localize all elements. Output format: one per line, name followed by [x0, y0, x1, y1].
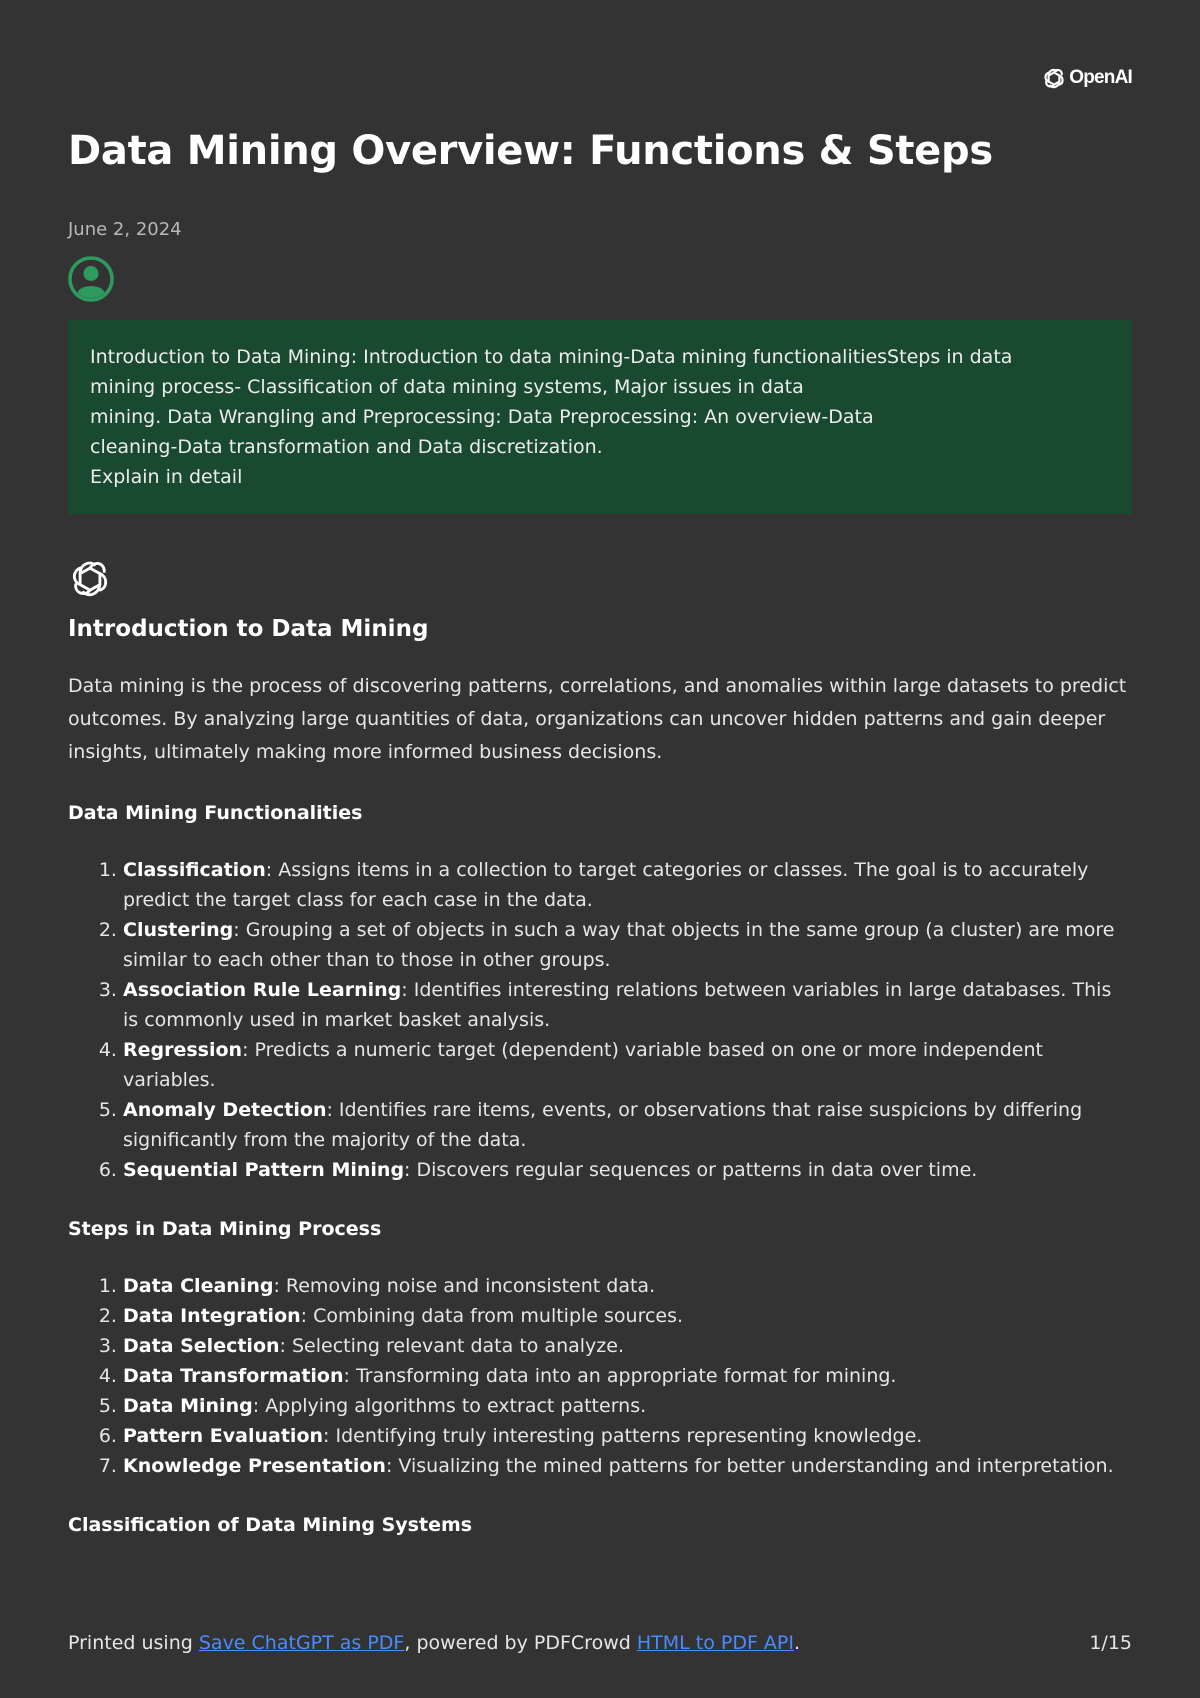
footer-prefix: Printed using [68, 1632, 199, 1654]
user-prompt [68, 320, 1132, 514]
document-page [68, 0, 1132, 1698]
user-avatar-icon [68, 256, 114, 302]
item-term: Anomaly Detection [123, 1099, 327, 1121]
item-term: Knowledge Presentation [123, 1455, 386, 1477]
item-term: Clustering [123, 919, 234, 941]
item-text: : Selecting relevant data to analyze. [279, 1335, 624, 1357]
prompt-line: mining. Data Wrangling and Preprocessing: Data Preprocessing: An overview-Data [90, 406, 874, 428]
item-term: Association Rule Learning [123, 979, 402, 1001]
item-text: : Applying algorithms to extract patterns. [252, 1395, 647, 1417]
list-item [123, 1451, 1132, 1481]
page-title: Data Mining Overview: Functions & Steps [68, 128, 993, 174]
steps-heading: Steps in Data Mining Process [68, 1218, 382, 1240]
item-text: : Identifies rare items, events, or observations that raise suspicions by differing significantly from the majority of the data. [123, 1099, 1083, 1151]
list-item [123, 1035, 1132, 1095]
footer-middle: , powered by PDFCrowd [404, 1632, 637, 1654]
openai-icon [1042, 66, 1066, 90]
item-text: : Identifying truly interesting patterns representing knowledge. [323, 1425, 923, 1447]
item-text: : Removing noise and inconsistent data. [273, 1275, 656, 1297]
list-item [123, 1421, 1132, 1451]
section-heading: Introduction to Data Mining [68, 616, 429, 642]
item-text: : Discovers regular sequences or patterns in data over time. [404, 1159, 978, 1181]
item-term: Regression [123, 1039, 243, 1061]
prompt-line: mining process- Classification of data mining systems, Major issues in data [90, 376, 804, 398]
list-item [123, 1301, 1132, 1331]
prompt-line: cleaning-Data transformation and Data discretization. [90, 436, 603, 458]
footer-credit [68, 1632, 800, 1654]
item-text: : Combining data from multiple sources. [300, 1305, 684, 1327]
item-term: Data Selection [123, 1335, 280, 1357]
save-chatgpt-pdf-link[interactable]: Save ChatGPT as PDF [198, 1632, 405, 1654]
page-number: 1/15 [1089, 1632, 1132, 1654]
functionalities-list [68, 855, 1132, 1185]
item-term: Data Transformation [123, 1365, 344, 1387]
html-to-pdf-api-link[interactable]: HTML to PDF API [636, 1632, 794, 1654]
list-item [123, 1361, 1132, 1391]
list-item [123, 1271, 1132, 1301]
list-item [123, 855, 1132, 915]
item-text: : Transforming data into an appropriate format for mining. [343, 1365, 897, 1387]
intro-paragraph: Data mining is the process of discovering patterns, correlations, and anomalies within large datasets to predict outcomes. By analyzing large quantities of data, organizations can uncover hidden patterns and gain deeper insights, ultimately making more informed business decisions. [68, 675, 1127, 763]
item-text: : Grouping a set of objects in such a way that objects in the same group (a cluster) are more similar to each other than to those in other groups. [123, 919, 1115, 971]
item-term: Data Cleaning [123, 1275, 274, 1297]
item-text: : Visualizing the mined patterns for better understanding and interpretation. [385, 1455, 1114, 1477]
brand-name: OpenAI [1069, 67, 1132, 88]
item-text: : Assigns items in a collection to target categories or classes. The goal is to accurately predict the target class for each case in the data. [123, 859, 1089, 911]
item-term: Data Integration [123, 1305, 301, 1327]
assistant-response [68, 612, 1132, 1539]
list-item [123, 1155, 1132, 1185]
chatgpt-icon [68, 556, 112, 600]
steps-list [68, 1271, 1132, 1481]
list-item [123, 1331, 1132, 1361]
item-term: Classification [123, 859, 266, 881]
classification-heading: Classification of Data Mining Systems [68, 1514, 473, 1536]
item-term: Pattern Evaluation [123, 1425, 324, 1447]
item-text: : Identifies interesting relations between variables in large databases. This is commonly used in market basket analysis. [123, 979, 1112, 1031]
item-text: : Predicts a numeric target (dependent) variable based on one or more independent variables. [123, 1039, 1043, 1091]
print-footer [68, 1632, 1132, 1654]
prompt-line: Introduction to Data Mining: Introduction to data mining-Data mining functionalitiesSteps in data [90, 346, 1013, 368]
conversation-date: June 2, 2024 [68, 219, 182, 240]
functionalities-heading: Data Mining Functionalities [68, 802, 363, 824]
list-item [123, 1391, 1132, 1421]
item-term: Data Mining [123, 1395, 253, 1417]
list-item [123, 1095, 1132, 1155]
item-term: Sequential Pattern Mining [123, 1159, 405, 1181]
brand-logo [1042, 66, 1132, 90]
list-item [123, 915, 1132, 975]
list-item [123, 975, 1132, 1035]
footer-suffix: . [793, 1632, 801, 1654]
prompt-line: Explain in detail [90, 466, 243, 488]
